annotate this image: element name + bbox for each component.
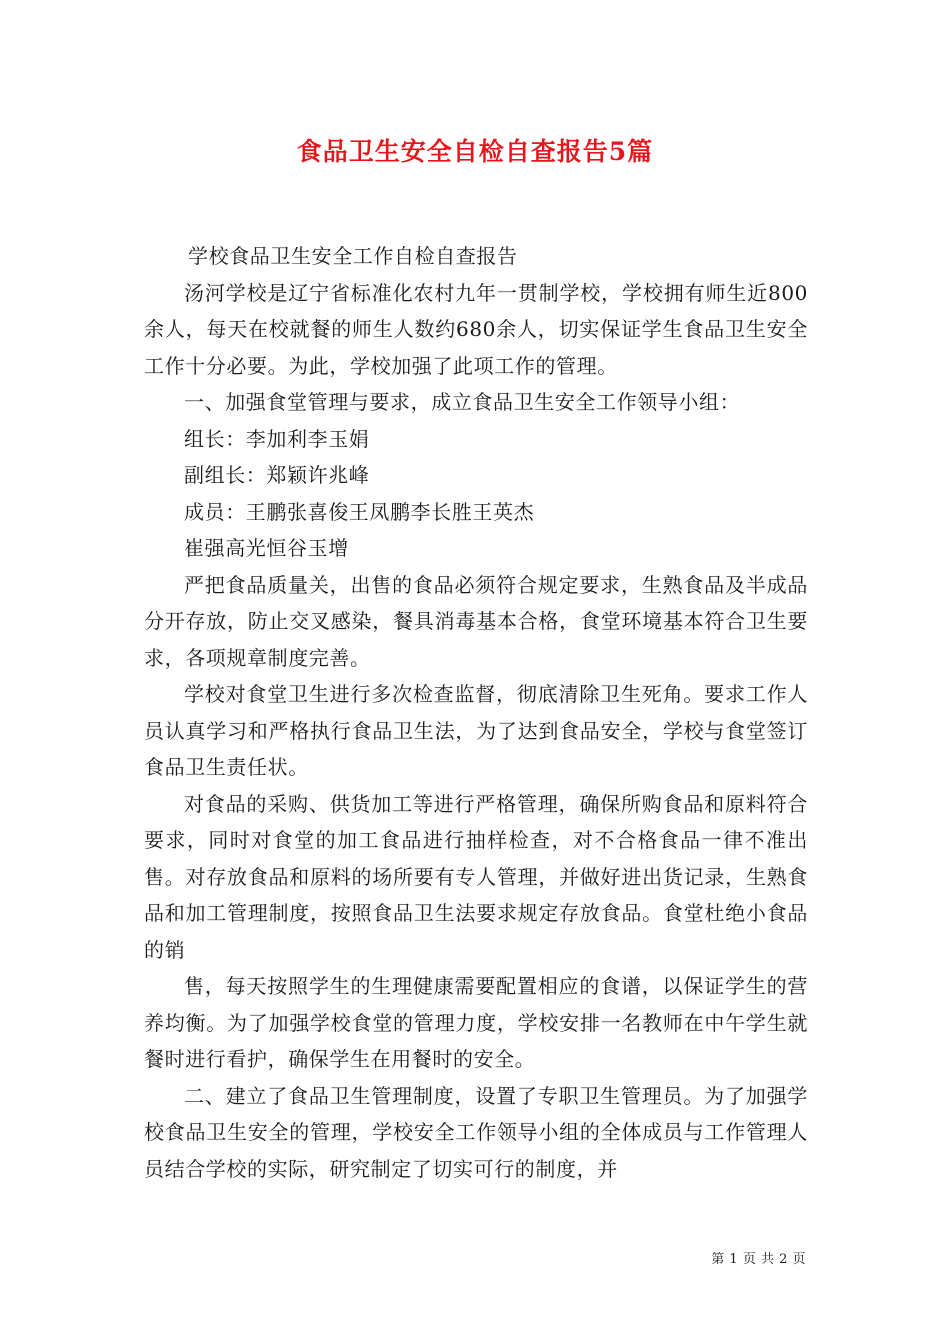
paragraph: 严把食品质量关，出售的食品必须符合规定要求，生熟食品及半成品分开存放，防止交叉感染，餐具消毒基本合格，食堂环境基本符合卫生要求，各项规章制度完善。 [144, 572, 808, 670]
section-heading: 学校食品卫生安全工作自检自查报告 [188, 244, 518, 268]
paragraph: 二、建立了食品卫生管理制度，设置了专职卫生管理员。为了加强学校食品卫生安全的管理，学校安全工作领导小组的全体成员与工作管理人员结合学校的实际，研究制定了切实可行的制度，并 [144, 1083, 808, 1181]
document-title: 食品卫生安全自检自查报告5篇 [296, 137, 654, 166]
paragraph: 售，每天按照学生的生理健康需要配置相应的食谱，以保证学生的营养均衡。为了加强学校食堂的管理力度，学校安排一名教师在中午学生就餐时进行看护，确保学生在用餐时的安全。 [144, 974, 808, 1071]
paragraph: 学校对食堂卫生进行多次检查监督，彻底清除卫生死角。要求工作人员认真学习和严格执行食品卫生法，为了达到食品安全，学校与食堂签订食品卫生责任状。 [144, 682, 808, 779]
paragraph: 对食品的采购、供货加工等进行严格管理，确保所购食品和原料符合要求，同时对食堂的加工食品进行抽样检查，对不合格食品一律不准出售。对存放食品和原料的场所要有专人管理，并做好进出货记录，生熟食品和加工管理制度，按照食品卫生法要求规定存放食品。食堂杜绝小食品的销 [144, 791, 808, 962]
paragraph: 副组长：郑颖许兆峰 [184, 463, 370, 487]
page-number: 第 1 页 共 2 页 [711, 1252, 806, 1267]
paragraph: 一、加强食堂管理与要求，成立食品卫生安全工作领导小组： [184, 390, 741, 414]
document-body [144, 238, 808, 1187]
paragraph: 成员：王鹏张喜俊王凤鹏李长胜王英杰 [184, 499, 535, 524]
paragraph: 组长：李加利李玉娟 [184, 426, 370, 451]
paragraph: 崔强高光恒谷玉增 [184, 536, 349, 560]
paragraph: 汤河学校是辽宁省标准化农村九年一贯制学校，学校拥有师生近800余人，每天在校就餐的师生人数约680余人，切实保证学生食品卫生安全工作十分必要。为此，学校加强了此项工作的管理。 [144, 280, 808, 378]
